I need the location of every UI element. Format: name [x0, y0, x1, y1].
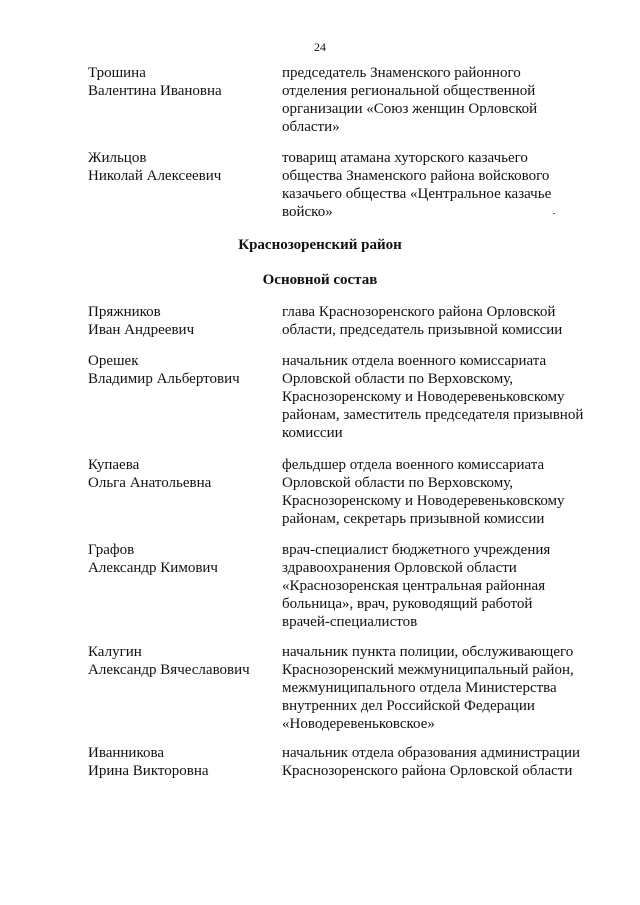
given-names: Владимир Альбертович: [88, 371, 240, 387]
given-names: Валентина Ивановна: [88, 83, 222, 99]
position-line: районам, заместитель председателя призывной: [282, 407, 584, 423]
member-position: [282, 149, 602, 221]
member-name: [88, 541, 278, 577]
given-names: Иван Андреевич: [88, 322, 195, 338]
given-names: Ольга Анатольевна: [88, 475, 212, 491]
position-line: председатель Знаменского районного: [282, 65, 521, 81]
position-line: Краснозоренскому и Новодеревеньковскому: [282, 493, 565, 509]
position-line: здравоохранения Орловской области: [282, 560, 517, 576]
position-line: «Краснозоренская центральная районная: [282, 578, 546, 594]
member-name: [88, 303, 278, 339]
position-line: врачей-специалистов: [282, 614, 418, 630]
surname: Орешек: [88, 353, 139, 369]
position-line: «Новодеревеньковское»: [282, 716, 435, 732]
position-line: глава Краснозоренского района Орловской: [282, 304, 556, 320]
member-position: [282, 303, 602, 339]
member-name: [88, 64, 278, 100]
position-line: Краснозоренского района Орловской области: [282, 763, 573, 779]
scan-speck: [553, 213, 555, 214]
member-position: [282, 64, 602, 136]
position-line: общества Знаменского района войскового: [282, 168, 550, 184]
member-position: [282, 541, 602, 631]
surname: Жильцов: [88, 150, 147, 166]
position-line: войско»: [282, 204, 333, 220]
member-name: [88, 744, 278, 780]
member-name: [88, 456, 278, 492]
section-heading: Основной состав: [262, 272, 378, 288]
position-line: начальник пункта полиции, обслуживающего: [282, 644, 574, 660]
surname: Пряжников: [88, 304, 161, 320]
position-line: районам, секретарь призывной комиссии: [282, 511, 545, 527]
position-line: межмуниципального отдела Министерства: [282, 680, 557, 696]
position-line: Краснозоренскому и Новодеревеньковскому: [282, 389, 565, 405]
position-line: отделения региональной общественной: [282, 83, 536, 99]
position-line: начальник отдела военного комиссариата: [282, 353, 547, 369]
surname: Калугин: [88, 644, 142, 660]
page-number: 24: [314, 40, 326, 54]
member-position: [282, 744, 602, 780]
position-line: больница», врач, руководящий работой: [282, 596, 533, 612]
surname: Графов: [88, 542, 135, 558]
position-line: фельдшер отдела военного комиссариата: [282, 457, 545, 473]
given-names: Ирина Викторовна: [88, 763, 209, 779]
position-line: товарищ атамана хуторского казачьего: [282, 150, 528, 166]
position-line: внутренних дел Российской Федерации: [282, 698, 535, 714]
position-line: начальник отдела образования администрации: [282, 745, 581, 761]
position-line: Орловской области по Верховскому,: [282, 371, 513, 387]
member-position: [282, 643, 602, 733]
position-line: врач-специалист бюджетного учреждения: [282, 542, 551, 558]
position-line: казачьего общества «Центральное казачье: [282, 186, 552, 202]
position-line: области»: [282, 119, 340, 135]
position-line: Орловской области по Верховскому,: [282, 475, 513, 491]
position-line: комиссии: [282, 425, 343, 441]
member-position: [282, 456, 602, 528]
position-line: Краснозоренский межмуниципальный район,: [282, 662, 574, 678]
surname: Иванникова: [88, 745, 165, 761]
given-names: Николай Алексеевич: [88, 168, 222, 184]
surname: Купаева: [88, 457, 140, 473]
given-names: Александр Кимович: [88, 560, 218, 576]
member-name: [88, 352, 278, 388]
member-name: [88, 149, 278, 185]
surname: Трошина: [88, 65, 146, 81]
given-names: Александр Вячеславович: [88, 662, 250, 678]
member-name: [88, 643, 278, 679]
member-position: [282, 352, 602, 442]
position-line: организации «Союз женщин Орловской: [282, 101, 538, 117]
district-heading: Краснозоренский район: [238, 237, 402, 253]
position-line: области, председатель призывной комиссии: [282, 322, 563, 338]
